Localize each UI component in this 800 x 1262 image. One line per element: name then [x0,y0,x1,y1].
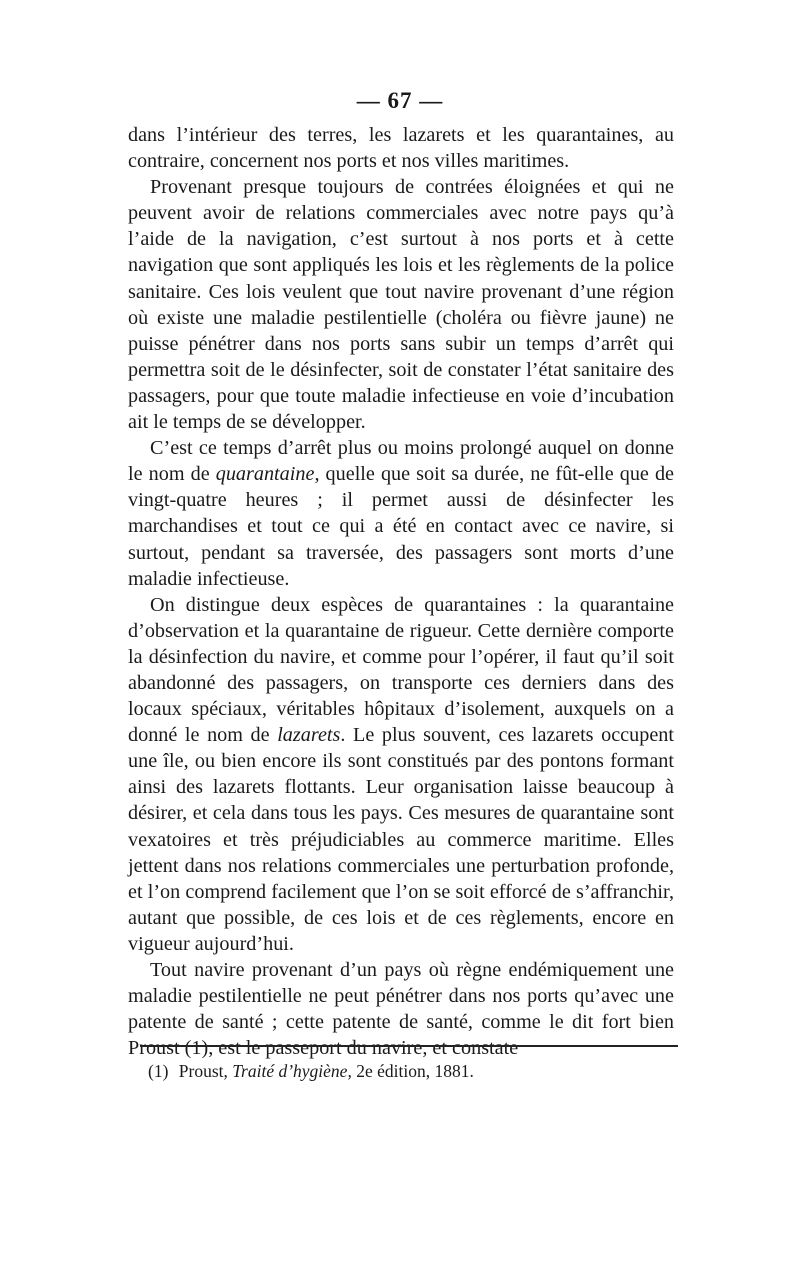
paragraph-4-start: On distingue deux espèces de quarantaines : la quarantaine d’observation et la quarantaine de rigueur. Cette dernière comporte la désinfection du navire, et comme pour l’opérer, il faut qu’il soit abandonné des passagers, on transporte ces derniers dans des locaux spéciaux, véritables hôpitaux d’isolement, auxquels on a donné le nom de [128,593,674,747]
footnote-title: Traité d’hygiène, [232,1061,352,1081]
paragraph-4 [128,592,674,957]
paragraph-2: Provenant presque toujours de contrées éloignées et qui ne peuvent avoir de relations commerciales avec notre pays qu’à l’aide de la navigation, c’est surtout à nos ports et à cette navigation que sont appliqués les lois et les règlements de la police sanitaire. Ces lois veulent que tout navire provenant d’une région où existe une maladie pestilentielle (choléra ou fièvre jaune) ne puisse pénétrer dans nos ports sans subir un temps d’arrêt qui permettra soit de le désinfecter, soit de constater l’état sanitaire des passagers, pour que toute maladie infectieuse en voie d’incubation ait le temps de se développer. [128,176,674,434]
paragraph-3-start: C’est ce temps d’arrêt plus ou moins prolongé auquel on donne le nom de [128,437,674,486]
page-number: — 67 — [356,88,444,113]
footnote-edition: 2e édition, 1881. [356,1061,474,1081]
term-lazarets: lazarets [277,724,341,747]
footnote-marker: (1) [148,1061,169,1081]
footnote [148,1060,668,1082]
footnote-divider [140,1045,678,1047]
paragraph-1: dans l’intérieur des terres, les lazarets et les quarantaines, au contraire, concernent nos ports et nos villes maritimes. [128,124,674,173]
paragraph-4-end: . Le plus souvent, ces lazarets occupent une île, ou bien encore ils sont constitués par des pontons formant ainsi des lazarets flottants. Leur organisation laisse beaucoup à désirer, et cela dans tous les pays. Ces mesures de quarantaine sont vexatoires et très préjudiciables au commerce maritime. Elles jettent dans nos relations commerciales une perturbation profonde, et l’on comprend facilement que l’on se soit efforcé de s’affranchir, autant que possible, de ces lois et de ces règlements, encore en vigueur aujourd’hui. [128,724,674,955]
term-quarantaine: quarantaine [215,463,315,486]
paragraph-3 [128,435,674,592]
body-text [128,122,674,1061]
footnote-author: Proust, [178,1061,228,1081]
paragraph-3-end: , quelle que soit sa durée, ne fût-elle que de vingt-quatre heures ; il permet aussi de désinfecter les marchandises et tout ce qui a été en contact avec ce navire, si surtout, pendant sa traversée, des passagers sont morts d’une maladie infectieuse. [128,463,674,590]
paragraph-5: Tout navire provenant d’un pays où règne endémiquement une maladie pestilentielle ne peut pénétrer dans nos ports qu’avec une patente de santé ; cette patente de santé, comme le dit fort bien Proust (1), est le passeport du navire, et constate [128,959,674,1060]
